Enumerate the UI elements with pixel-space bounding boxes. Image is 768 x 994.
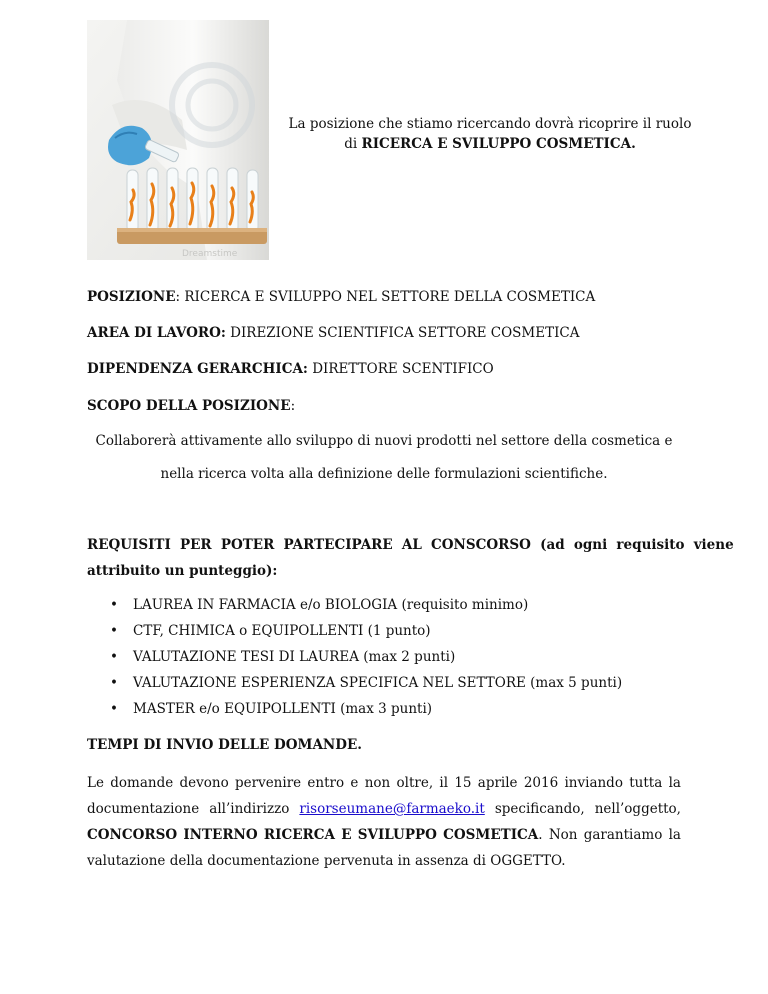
- word: Non: [548, 827, 578, 843]
- role-title: RICERCA E SVILUPPO COSMETICA.: [361, 136, 636, 152]
- requirement-text: VALUTAZIONE TESI DI LAUREA (max 2 punti): [133, 649, 456, 665]
- word: nell’oggetto,: [594, 801, 681, 817]
- intro-text: [280, 114, 700, 154]
- bold-word: RICERCA: [263, 827, 335, 843]
- times-line-2: [87, 800, 681, 818]
- word: pervenire: [234, 775, 302, 791]
- word: e: [350, 775, 359, 791]
- requirement-text: MASTER e/o EQUIPOLLENTI (max 3 punti): [133, 701, 433, 717]
- lab-photo: [87, 20, 269, 260]
- intro-line-1: La posizione che stiamo ricercando dovrà ricoprire il ruolo: [288, 116, 692, 132]
- word: domande: [110, 775, 174, 791]
- requirements-list: [110, 596, 622, 726]
- requirement-text: LAUREA IN FARMACIA e/o BIOLOGIA (requisito minimo): [133, 597, 529, 613]
- requirement-text: VALUTAZIONE ESPERIENZA SPECIFICA NEL SETTORE (max 5 punti): [133, 675, 623, 691]
- word: il: [439, 775, 449, 791]
- times-heading: TEMPI DI INVIO DELLE DOMANDE.: [87, 737, 362, 753]
- bullet-icon: •: [110, 649, 118, 665]
- field-dipendenza: [87, 360, 494, 378]
- email-link[interactable]: risorseumane@farmaeko.it: [299, 801, 485, 817]
- field-scopo-value: :: [290, 398, 296, 414]
- bullet-icon: •: [110, 701, 118, 717]
- intro-line-2: [280, 134, 700, 154]
- word: oltre,: [396, 775, 434, 791]
- scope-line-1: Collaborerà attivamente allo sviluppo di nuovi prodotti nel settore della cosmetica e: [95, 433, 673, 449]
- requirements-heading-line-2: attribuito un punteggio):: [87, 563, 278, 579]
- intro-line-2-prefix: di: [344, 136, 362, 152]
- word: tutta: [629, 775, 663, 791]
- field-posizione: [87, 288, 595, 306]
- field-scopo-label: SCOPO DELLA POSIZIONE: [87, 398, 291, 414]
- bullet-icon: •: [110, 623, 118, 639]
- req-heading-text: REQUISITI PER POTER PARTECIPARE AL CONSCORSO (ad ogni requisito viene: [87, 537, 734, 553]
- word: Le: [87, 775, 104, 791]
- word: non: [364, 775, 391, 791]
- word: devono: [179, 775, 229, 791]
- word: entro: [307, 775, 345, 791]
- word: garantiamo: [583, 827, 663, 843]
- field-posizione-label: POSIZIONE: [87, 289, 176, 305]
- requirements-heading-line-1: [87, 532, 734, 558]
- list-item: [110, 648, 622, 674]
- bold-word: SVILUPPO: [357, 827, 437, 843]
- times-line-3-words: [87, 826, 681, 844]
- times-line-3: [87, 826, 681, 844]
- lab-photo-illustration: [87, 20, 269, 260]
- bold-word: COSMETICA: [443, 827, 539, 843]
- field-area: [87, 324, 580, 342]
- field-dipendenza-label: DIPENDENZA GERARCHICA:: [87, 361, 308, 377]
- list-item: [110, 622, 622, 648]
- photo-watermark: Dreamstime: [182, 249, 238, 259]
- times-line-1-words: [87, 774, 681, 792]
- times-line-4: valutazione della documentazione pervenuta in assenza di OGGETTO.: [87, 853, 566, 869]
- bold-word: INTERNO: [183, 827, 258, 843]
- requirements-heading: [87, 532, 734, 584]
- field-area-label: AREA DI LAVORO:: [87, 325, 226, 341]
- field-area-value: DIREZIONE SCIENTIFICA SETTORE COSMETICA: [225, 325, 580, 341]
- list-item: [110, 674, 622, 700]
- word: all’indirizzo: [209, 801, 290, 817]
- bold-word: CONCORSO: [87, 827, 178, 843]
- word: documentazione: [87, 801, 200, 817]
- requirement-text: CTF, CHIMICA o EQUIPOLLENTI (1 punto): [133, 623, 431, 639]
- word-group: COSMETICA.: [443, 827, 543, 843]
- list-item: [110, 596, 622, 622]
- word: aprile: [477, 775, 518, 791]
- field-scopo: [87, 397, 295, 415]
- field-posizione-value: : RICERCA E SVILUPPO NEL SETTORE DELLA COSMETICA: [175, 289, 596, 305]
- times-line-1: [87, 774, 681, 792]
- times-line-2-words: [87, 800, 681, 818]
- bullet-icon: •: [110, 675, 118, 691]
- word: la: [668, 827, 681, 843]
- word: specificando,: [494, 801, 585, 817]
- word: 15: [454, 775, 472, 791]
- word: la: [668, 775, 681, 791]
- scope-line-2: nella ricerca volta alla definizione delle formulazioni scientifiche.: [160, 466, 608, 482]
- bold-word: E: [341, 827, 352, 843]
- word: inviando: [564, 775, 623, 791]
- field-dipendenza-value: DIRETTORE SCENTIFICO: [307, 361, 494, 377]
- word: 2016: [523, 775, 559, 791]
- bullet-icon: •: [110, 597, 118, 613]
- list-item: [110, 700, 622, 726]
